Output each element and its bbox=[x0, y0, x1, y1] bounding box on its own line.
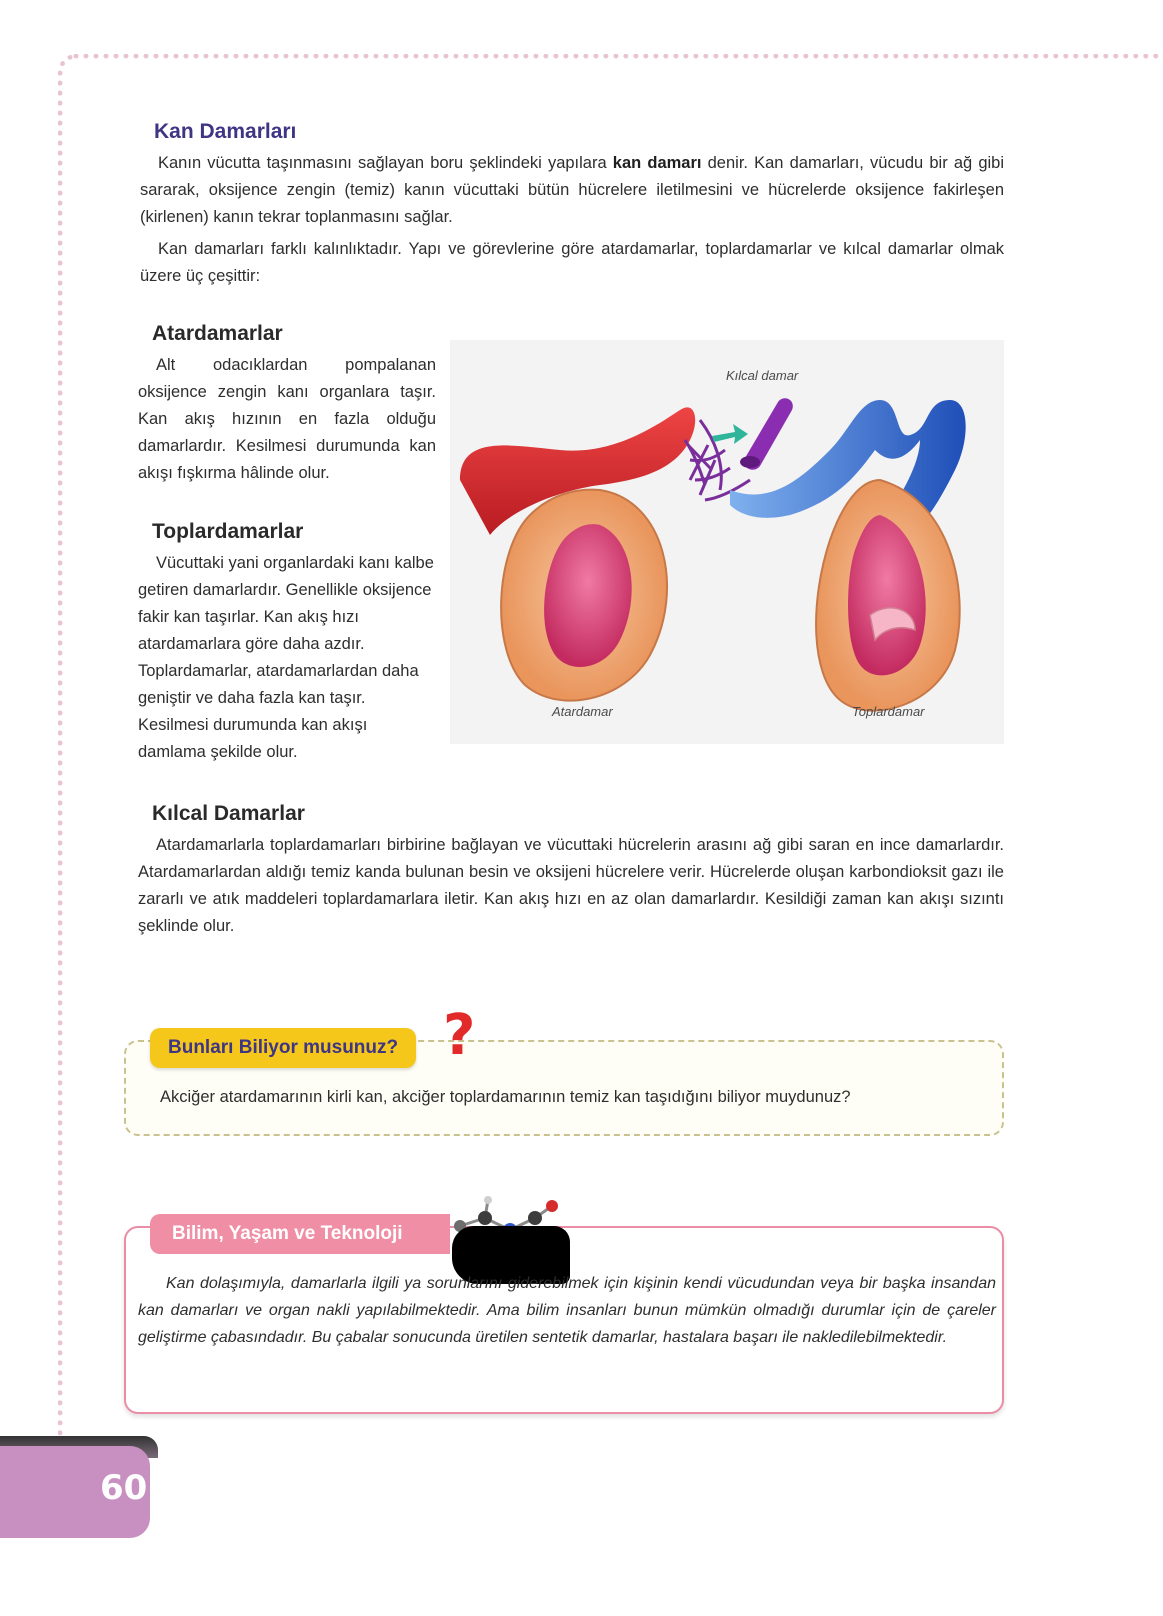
atardamarlar-text: Alt odacıklardan pompalanan oksijence zengin kanı organlara taşır. Kan akış hızının en fazla olduğu damarlardır. Kesilmesi durumunda kan akışı fışkırma hâlinde olur. bbox=[138, 356, 436, 482]
intro-text-b: denir. Kan damarları, vücudu bir ağ gibi sararak, oksijence zengin (temiz) kanın vücuttaki bütün hücrelere iletilmesini ve hücrelerde oksijence fakirleşen (kirlenen) kanın tekrar toplanmasını sağlar. bbox=[140, 154, 1005, 226]
info-box-title: Bunları Biliyor musunuz? bbox=[150, 1028, 416, 1068]
info-box-text: Akciğer atardamarının kirli kan, akciğer toplardamarının temiz kan taşıdığını biliyor muydunuz? bbox=[160, 1088, 851, 1106]
label-vein: Toplardamar bbox=[852, 704, 925, 719]
intro-paragraph-2: Kan damarları farklı kalınlıktadır. Yapı ve görevlerine göre atardamarlar, toplardamarlar ve kılcal damarlar olmak üzere üç çeşittir: bbox=[140, 240, 1004, 285]
capillary-opening bbox=[740, 456, 760, 468]
bilim-box-text: Kan dolaşımıyla, damarlarla ilgili ya sorunlarını giderebilmek için kişinin kendi vücudundan veya bir başka insandan kan damarları ve organ nakli yapılabilmektedir. Ama bilim insanları bunun mümkün olmadığı durumlar için de çareler geliştirme çabasındadır. Bu çabalar sonucunda üretilen sentetik damarlar, hastalara başarı ile nakledilebilmektedir. bbox=[138, 1275, 996, 1346]
atardamarlar-title: Atardamarlar bbox=[152, 322, 283, 345]
blood-vessels-illustration bbox=[450, 340, 1004, 744]
question-mark-icon: ? bbox=[443, 1003, 476, 1068]
intro-paragraph-1 bbox=[140, 150, 1004, 231]
kilcal-title: Kılcal Damarlar bbox=[152, 802, 305, 825]
toplardamarlar-text: Vücuttaki yani organlardaki kanı kalbe getiren damarlardır. Genellikle oksijence fakir kan taşırlar. Kan akış hızı atardamarlara göre daha azdır. Toplardamarlar, atardamarlardan daha geniştir ve daha fazla kan taşır. Kesilmesi durumunda kan akışı damlama şekilde olur. bbox=[138, 554, 434, 761]
label-capillary: Kılcal damar bbox=[726, 368, 799, 383]
toplardamarlar-title: Toplardamarlar bbox=[152, 520, 304, 543]
capillary-arrow bbox=[712, 424, 748, 444]
blood-vessels-figure bbox=[450, 340, 1004, 744]
intro-text-a: Kanın vücutta taşınmasını sağlayan boru şeklindeki yapılara bbox=[158, 154, 613, 172]
bilim-box-title: Bilim, Yaşam ve Teknoloji bbox=[150, 1214, 450, 1254]
intro-bold-term: kan damarı bbox=[612, 154, 702, 172]
section-title: Kan Damarları bbox=[154, 120, 297, 143]
page-number: 60 bbox=[100, 1468, 148, 1508]
label-artery: Atardamar bbox=[552, 704, 613, 719]
kilcal-text: Atardamarlarla toplardamarları birbirine bağlayan ve vücuttaki hücrelerin arasını ağ gibi saran en ince damarlardır. Atardamarlardan aldığı temiz kanda bulunan besin ve oksijeni hücrelere verir. Hücrelerde oluşan karbondioksit gazı ile zararlı ve atık maddeleri toplardamarlara iletir. Kan akış hızı en az olan damarlardır. Kesildiği zaman kan akışı sızıntı şeklinde olur. bbox=[138, 836, 1004, 935]
